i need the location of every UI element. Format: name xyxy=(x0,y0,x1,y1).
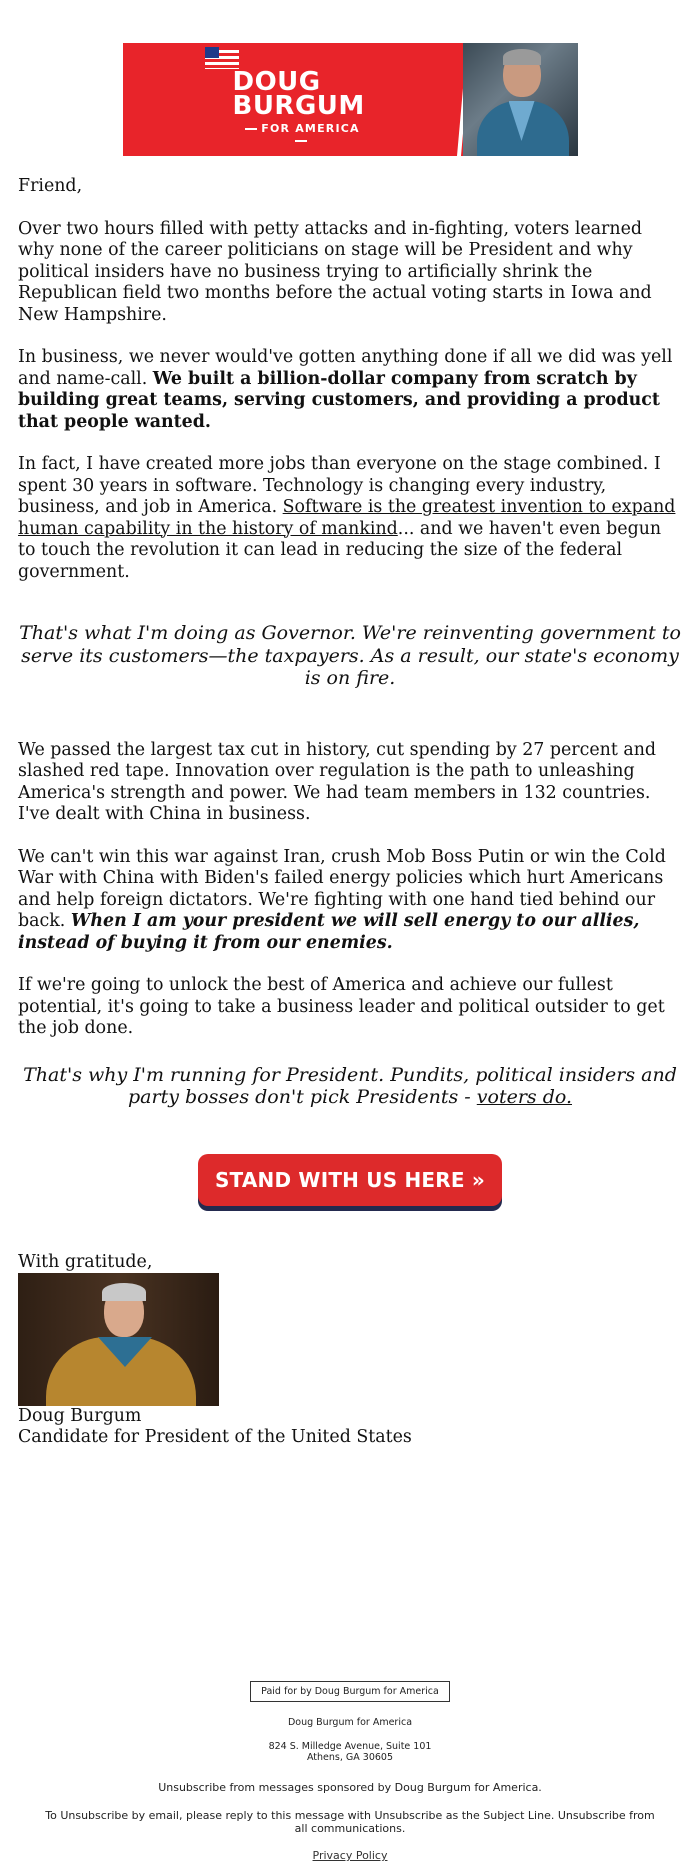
paragraph-software-tail: ... and we haven't even begun to touch the revolution it can lead in reducing the size of the federal government. xyxy=(18,518,662,582)
paragraph-debate: Over two hours filled with petty attacks and in-fighting, voters learned why none of the career politicians on stage will be President and why political insiders have no business trying to artificially shrink the Republican field two months before the actual voting starts in Iowa and New Hampshire. xyxy=(18,218,652,325)
paragraph-outsider: If we're going to unlock the best of America and achieve our fullest potential, it's going to take a business leader and political outsider to get the job done. xyxy=(18,975,665,1038)
signature-block xyxy=(18,1252,682,1448)
paragraph-software-text: In fact, I have created more jobs than everyone on the stage combined. I spent 30 years in software. Technology is changing every industry, business, and job in America. xyxy=(18,454,661,517)
paid-for-disclaimer: Paid for by Doug Burgum for America xyxy=(250,1681,450,1702)
header-banner-container xyxy=(0,0,700,156)
footer-org-name: Doug Burgum for America xyxy=(287,1717,413,1728)
voters-do-link[interactable]: voters do. xyxy=(476,1086,572,1108)
unsubscribe-link[interactable]: Unsubscribe from messages sponsored by Doug Burgum for America. xyxy=(158,1781,542,1794)
email-unsubscribe-instructions: To Unsubscribe by email, please reply to this message with Unsubscribe as the Subject Line. Unsubscribe from all communications. xyxy=(45,1809,655,1835)
paragraph-business-bold: We built a billion-dollar company from scratch by building great teams, serving customers, and providing a product that people wanted. xyxy=(18,368,660,432)
running-quote-text: That's why I'm running for President. Pundits, political insiders and party bosses don't pick Presidents - xyxy=(23,1063,677,1108)
paragraph-tax-cut: We passed the largest tax cut in history, cut spending by 27 percent and slashed red tape. Innovation over regulation is the path to unleashing America's strength and power. We had team members in 132 countries. I've dealt with China in business. xyxy=(18,739,657,824)
paragraph-energy-text: We can't win this war against Iran, crush Mob Boss Putin or win the Cold War with China with Biden's failed energy policies which hurt Americans and help foreign dictators. We're fighting with one hand tied behind our back. xyxy=(18,846,666,931)
closing-text: With gratitude, xyxy=(18,1252,153,1272)
candidate-signature-photo xyxy=(18,1273,219,1406)
logo-line-doug: DOUG xyxy=(232,67,321,97)
logo-line-for-america: FOR AMERICA xyxy=(239,123,363,147)
governor-quote: That's what I'm doing as Governor. We're reinventing government to serve its customers—the taxpayers. As a result, our state's economy is on fire. xyxy=(19,622,681,689)
paragraph-energy xyxy=(18,847,682,955)
email-body xyxy=(0,176,700,1448)
email-footer xyxy=(0,1679,700,1863)
candidate-headshot-photo xyxy=(463,43,578,156)
paragraph-business xyxy=(18,347,682,433)
paragraph-business-text: In business, we never would've gotten anything done if all we did was yell and name-call. xyxy=(18,347,673,389)
footer-address-line2: Athens, GA 30605 xyxy=(306,1752,394,1763)
signature-name: Doug Burgum xyxy=(18,1406,142,1426)
paragraph-software xyxy=(18,454,682,583)
cta-container xyxy=(18,1130,682,1253)
footer-address-line1: 824 S. Milledge Avenue, Suite 101 xyxy=(268,1741,432,1752)
running-quote xyxy=(18,1064,682,1109)
paragraph-energy-bold-italic: When I am your president we will sell energy to our allies, instead of buying it from our enemies. xyxy=(18,911,640,953)
greeting: Friend, xyxy=(18,176,83,196)
campaign-banner[interactable] xyxy=(123,43,578,156)
campaign-logo xyxy=(233,63,363,138)
stand-with-us-button[interactable]: STAND WITH US HERE » xyxy=(198,1154,502,1207)
software-link[interactable]: Software is the greatest invention to expand human capability in the history of mankind xyxy=(18,497,676,539)
footer-address xyxy=(0,1741,700,1763)
signature-title: Candidate for President of the United States xyxy=(18,1427,412,1447)
privacy-policy-link[interactable]: Privacy Policy xyxy=(312,1849,388,1862)
logo-line-burgum: BURGUM xyxy=(232,91,365,121)
